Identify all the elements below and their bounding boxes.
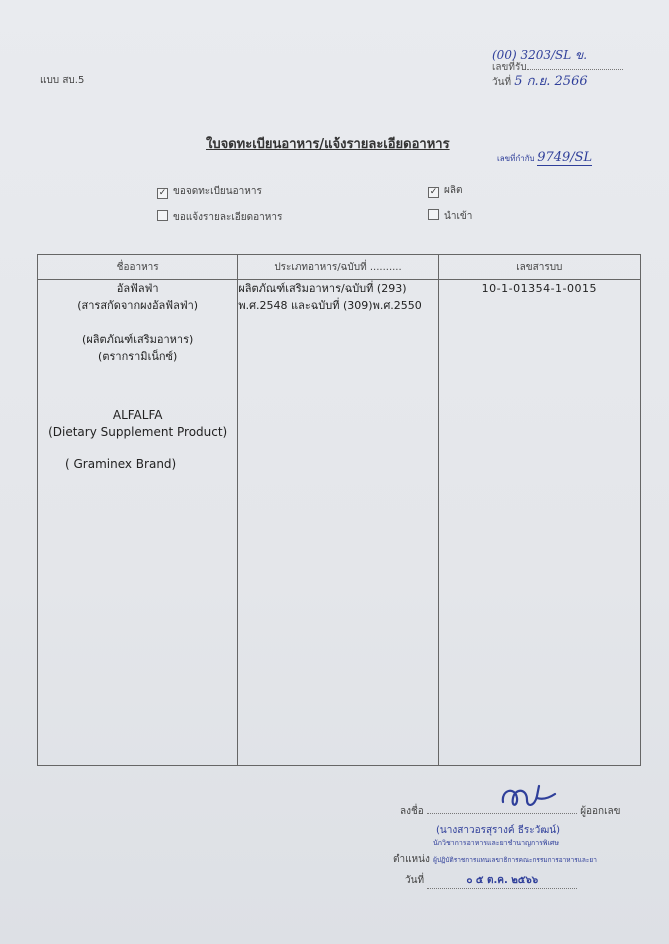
received-label: เลขที่รับ [492,62,527,74]
checkbox-produce[interactable]: ✓ [429,187,438,197]
english-type: (Dietary Supplement Product) [48,425,228,439]
page-title: ใบจดทะเบียนอาหาร/แจ้งรายละเอียดอาหาร [206,137,450,152]
file-number [497,150,592,165]
option-notify[interactable] [157,210,282,225]
option-import[interactable] [428,209,472,224]
thai-type: (ผลิตภัณฑ์เสริมอาหาร) [82,333,194,346]
food-name-cell [38,280,238,766]
category-line: พ.ศ.2548 และฉบับที่ (309)พ.ศ.2550 [238,299,422,312]
position-label: ตำแหน่ง [393,854,430,865]
option-register[interactable] [157,184,262,199]
table-header-row [38,255,641,280]
sign-date-value: ๐ ๕ ต.ค. ๒๕๖๖ [427,873,577,889]
receipt-date-label: วันที่ [492,77,512,89]
header-registration-no: เลขสารบบ [438,255,640,280]
file-number-value: 9749/SL [537,150,593,165]
checkbox-register[interactable]: ✓ [158,188,167,198]
receipt-stamp [492,48,623,90]
option-import-label: นำเข้า [444,211,473,222]
english-brand: ( Graminex Brand) [65,457,177,471]
issuer-label: ผู้ออกเลข [580,806,621,817]
header-food-name: ชื่ออาหาร [38,255,238,280]
signer-name: (นางสาวอรสุรางค์ ธีระวัฒน์) [436,825,561,836]
form-code: แบบ สบ.5 [40,75,85,86]
registration-no-cell: 10-1-01354-1-0015 [438,280,640,766]
option-notify-label: ขอแจ้งรายละเอียดอาหาร [173,212,283,223]
sign-date-label: วันที่ [405,875,425,886]
category-line: ผลิตภัณฑ์เสริมอาหาร/ฉบับที่ (293) [238,282,407,295]
file-number-label: เลขที่กำกับ [497,154,535,163]
sign-label: ลงชื่อ [400,806,424,817]
sign-date-line [405,873,577,889]
sign-line [400,804,621,819]
position-value: ผู้ปฏิบัติราชการแทนเลขาธิการคณะกรรมการอาหารและยา [433,856,597,864]
thai-name: อัลฟัลฟ่า [116,282,159,295]
receipt-stamp-number: (00) 3203/SL ข. [492,48,588,62]
option-produce[interactable] [428,183,462,198]
receipt-date-value: 5 ก.ย. 2566 [514,74,588,90]
position-line [393,852,597,867]
option-produce-label: ผลิต [444,185,463,196]
header-food-category: ประเภทอาหาร/ฉบับที่ .......... [238,255,438,280]
thai-description: (สารสกัดจากผงอัลฟัลฟ่า) [77,299,199,312]
table-row [38,280,641,766]
english-name: ALFALFA [112,408,163,422]
food-table [37,254,641,766]
checkbox-notify[interactable] [157,210,168,221]
food-category-cell [238,280,438,766]
signer-title: นักวิชาการอาหารและยาชำนาญการพิเศษ [433,839,559,847]
checkbox-import[interactable] [428,209,439,220]
thai-brand: (ตรากรามิเน็กซ์) [98,350,178,363]
option-register-label: ขอจดทะเบียนอาหาร [173,186,262,197]
